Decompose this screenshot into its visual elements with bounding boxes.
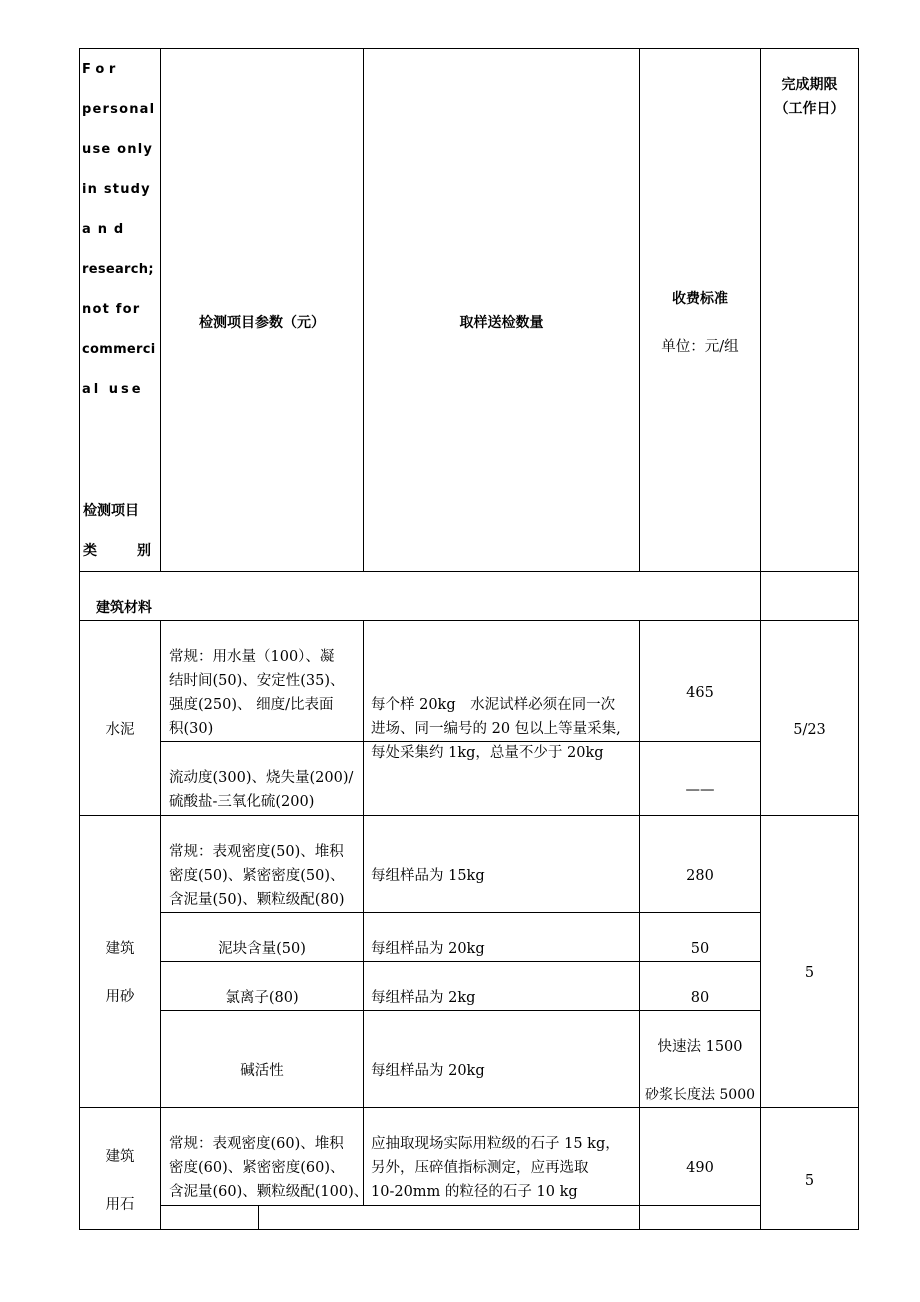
watermark-line: use only [82, 142, 154, 157]
rule [79, 571, 859, 572]
sampling-line: 每组样品为 20kg [371, 1063, 485, 1079]
param-line: 碱活性 [240, 1063, 284, 1079]
param-line: 常规：表观密度(50)、堆积 [169, 844, 344, 860]
sampling-line: 每组样品为 20kg [371, 941, 485, 957]
param-line: 结时间(50)、安定性(35)、 [169, 673, 345, 689]
sampling-header: 取样送检数量 [459, 315, 544, 331]
sampling-line: 每个样 20kg 水泥试样必须在同一次 [371, 697, 616, 713]
sampling-line: 每处采集约 1kg，总量不少于 20kg [371, 745, 604, 761]
sampling-line: 10-20mm 的粒径的石子 10 kg [371, 1184, 578, 1200]
fee-unit: 单位：元/组 [661, 339, 739, 355]
stone-name-2: 用石 [105, 1197, 135, 1213]
param-line: 密度(50)、紧密密度(50)、 [169, 868, 345, 884]
period-header-2: （工作日） [774, 101, 845, 117]
watermark-line: personal [82, 102, 156, 117]
rule [858, 48, 859, 1230]
watermark-line: in study [82, 182, 151, 197]
watermark-line: not for [82, 302, 141, 317]
rule [79, 48, 80, 1230]
sand-name: 建筑 [105, 941, 135, 957]
watermark-line: commerci [82, 342, 156, 357]
rule [258, 1205, 259, 1230]
cement-fee-other: —— [685, 782, 715, 798]
category-header: 检测项目 [83, 503, 139, 519]
rule [160, 1205, 760, 1206]
cement-fee-regular: 465 [686, 685, 714, 701]
sampling-line: 进场、同一编号的 20 包以上等量采集, [371, 721, 621, 737]
rule [160, 961, 760, 962]
rule [160, 620, 161, 1230]
fee-value: 80 [690, 990, 710, 1006]
rule [79, 1229, 859, 1230]
param-line: 强度(250)、 细度/比表面 [169, 697, 334, 713]
fee-value: 50 [690, 941, 710, 957]
category-header-2a: 类 [83, 543, 97, 559]
rule [79, 815, 859, 816]
rule [160, 48, 161, 572]
fee-value: 280 [686, 868, 714, 884]
stone-fee: 490 [686, 1160, 714, 1176]
watermark-line: research; [82, 262, 154, 277]
rule [79, 48, 859, 49]
fee-value: 快速法 1500 [657, 1039, 743, 1055]
rule [79, 620, 859, 621]
param-line: 流动度(300)、烧失量(200)/ [169, 770, 354, 786]
category-header-2 [83, 539, 151, 563]
category-header-2b: 别 [137, 543, 151, 559]
stone-name: 建筑 [105, 1149, 135, 1165]
param-line: 密度(60)、紧密密度(60)、 [169, 1160, 345, 1176]
param-line: 氯离子(80) [225, 990, 299, 1006]
fee-header: 收费标准 [672, 291, 728, 307]
sand-name-2: 用砂 [105, 989, 135, 1005]
param-line: 硫酸盐-三氧化硫(200) [169, 794, 315, 810]
rule [160, 912, 760, 913]
cement-name: 水泥 [105, 722, 135, 738]
sand-period: 5 [804, 965, 815, 981]
param-line: 常规：用水量（100）、凝 [169, 649, 335, 665]
watermark-line: a n d [82, 222, 125, 237]
fee-value: 砂浆长度法 5000 [644, 1087, 756, 1103]
sampling-line: 每组样品为 2kg [371, 990, 476, 1006]
period-header: 完成期限 [781, 77, 838, 93]
rule [363, 48, 364, 572]
cement-period: 5/23 [793, 722, 826, 738]
param-line: 含泥量(60)、颗粒级配(100)、 [169, 1184, 369, 1200]
rule [79, 1107, 859, 1108]
sampling-line: 应抽取现场实际用粒级的石子 15 kg， [371, 1136, 620, 1152]
watermark-line: F o r [82, 62, 116, 77]
rule [760, 48, 761, 1230]
param-line: 含泥量(50)、颗粒级配(80) [169, 892, 345, 908]
stone-period: 5 [804, 1173, 815, 1189]
rule [363, 620, 364, 1206]
rule [160, 1010, 760, 1011]
watermark-line: al use [82, 382, 144, 397]
params-header: 检测项目参数（元） [199, 315, 325, 331]
sampling-line: 每组样品为 15kg [371, 868, 485, 884]
param-line: 常规：表观密度(60)、堆积 [169, 1136, 344, 1152]
rule [639, 620, 640, 1230]
sampling-line: 另外，压碎值指标测定，应再选取 [371, 1160, 589, 1176]
param-line: 泥块含量(50) [218, 941, 306, 957]
param-line: 积(30) [169, 721, 214, 737]
section-title: 建筑材料 [96, 600, 152, 616]
